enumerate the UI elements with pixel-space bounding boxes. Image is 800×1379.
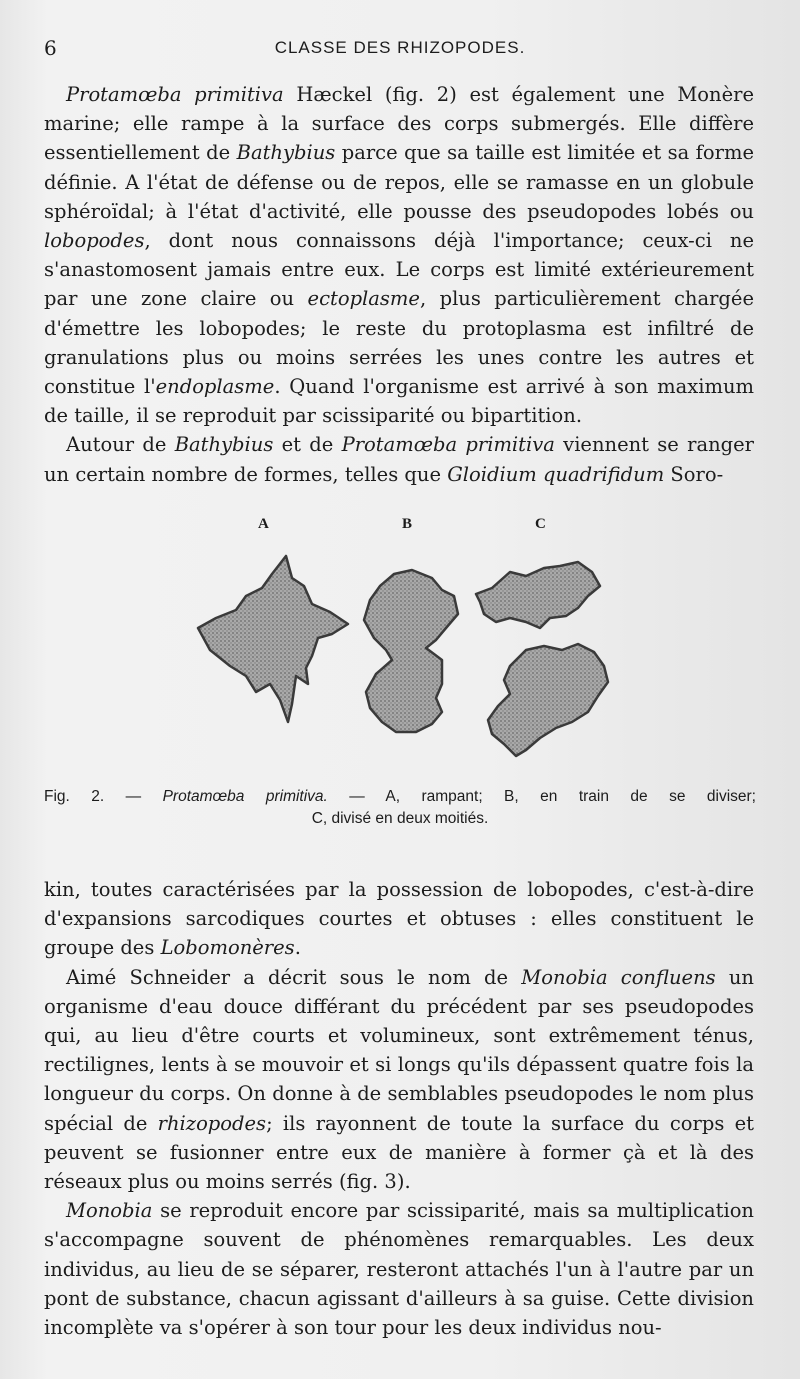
text-run: . Quand l'organisme est arrivé à son maximum de taille, il se reproduit par scissiparité ou bipartition. <box>44 375 755 428</box>
italic-term: lobopodes <box>44 229 145 253</box>
caption-line-1-rest: — A, rampant; B, en train de se diviser; <box>327 788 756 805</box>
text-run: parce que sa taille est limitée et sa forme définie. A l'état de défense ou de repos, elle se ramasse en un globule sphéroïdal; à l'état d'activité, elle pousse des pseudopodes lobés ou <box>44 141 754 223</box>
italic-term: Protamœba primitiva <box>66 83 284 106</box>
italic-term: Monobia confluens <box>521 965 716 989</box>
figure-label-a: A <box>258 516 269 532</box>
italic-term: Lobomonères <box>160 936 295 960</box>
paragraph <box>44 875 754 963</box>
italic-term: Gloidium quadrifidum <box>447 462 665 486</box>
italic-term: Protamœba primitiva <box>341 433 555 457</box>
text-run: Aimé Schneider a décrit sous le nom de <box>66 965 522 989</box>
text-run: un organisme d'eau douce différant du précédent par ses pseudopodes qui, au lieu d'être courts et volumineux, sont extrêmement ténus, rectilignes, lents à se mouvoir et si longs qu'ils dépassent quatre fois la longueur du corps. On donne à de semblables pseudopodes le nom plus spécial de <box>44 965 754 1135</box>
figure-label-c: C <box>535 516 546 532</box>
body-text-bottom <box>44 875 754 1342</box>
italic-term: Bathybius <box>236 141 336 165</box>
text-run: ; ils rayonnent de toute la surface du corps et peuvent se fusionner entre eux de manière à former çà et là des réseaux plus ou moins serrés (fig. 3). <box>44 1111 754 1194</box>
italic-term: endoplasme <box>155 375 275 399</box>
figure-illustration <box>180 516 620 771</box>
figure-label-b: B <box>402 516 413 532</box>
page-header <box>44 36 756 68</box>
paragraph <box>44 80 754 430</box>
amoeba-c-upper-half <box>476 562 600 628</box>
italic-term: ectoplasme <box>307 287 420 311</box>
paragraph <box>44 963 754 1197</box>
text-run: Soro- <box>664 462 724 486</box>
text-run: kin, toutes caractérisées par la possession de lobopodes, c'est-à-dire d'expansions sarcodiques courtes et obtuses : elles constituent le groupe des <box>44 878 754 960</box>
caption-species: Protamœba primitiva. <box>162 788 328 805</box>
figure-caption <box>44 786 756 830</box>
text-run: Autour de <box>66 433 175 457</box>
amoeba-b-dividing <box>364 570 458 732</box>
text-run: , plus particulièrement chargée d'émettre les lobopodes; le reste du protoplasma est infiltré de granulations plus ou moins serrées les unes contre les autres et constitue l' <box>44 287 754 399</box>
text-run: , dont nous connaissons déjà l'importance; ceux-ci ne s'anastomosent jamais entre eux. Le corps est limité extérieurement par une zone claire ou <box>44 229 754 311</box>
amoeba-a-crawling <box>198 556 348 722</box>
amoeba-c-lower-half <box>488 644 608 756</box>
figure-protamoeba <box>180 516 620 771</box>
running-head: CLASSE DES RHIZOPODES. <box>274 38 526 57</box>
text-run: Hæckel (fig. 2) est également une Monère marine; elle rampe à la surface des corps submergés. Elle diffère essentiellement de <box>44 83 754 165</box>
text-run: et de <box>273 433 342 457</box>
italic-term: Monobia <box>66 1199 153 1223</box>
caption-fig-ref: Fig. 2. — <box>44 788 163 805</box>
italic-term: Bathybius <box>174 433 274 457</box>
caption-line-2: C, divisé en deux moitiés. <box>311 810 489 827</box>
text-run: viennent se ranger un certain nombre de formes, telles que <box>44 433 754 486</box>
body-text-top <box>44 80 754 489</box>
paragraph <box>44 1196 754 1342</box>
text-run: se reproduit encore par scissiparité, mais sa multiplication s'accompagne souvent de phénomènes remarquables. Les deux individus, au lieu de se séparer, resteront attachés l'un à l'autre par un pont de substance, chacun agissant d'ailleurs à sa guise. Cette division incomplète va s'opérer à son tour pour les deux individus nou- <box>44 1199 754 1340</box>
page-number: 6 <box>44 36 57 60</box>
paragraph <box>44 430 754 488</box>
text-run: . <box>294 936 301 960</box>
caption-line-1 <box>44 786 756 808</box>
italic-term: rhizopodes <box>157 1111 267 1135</box>
